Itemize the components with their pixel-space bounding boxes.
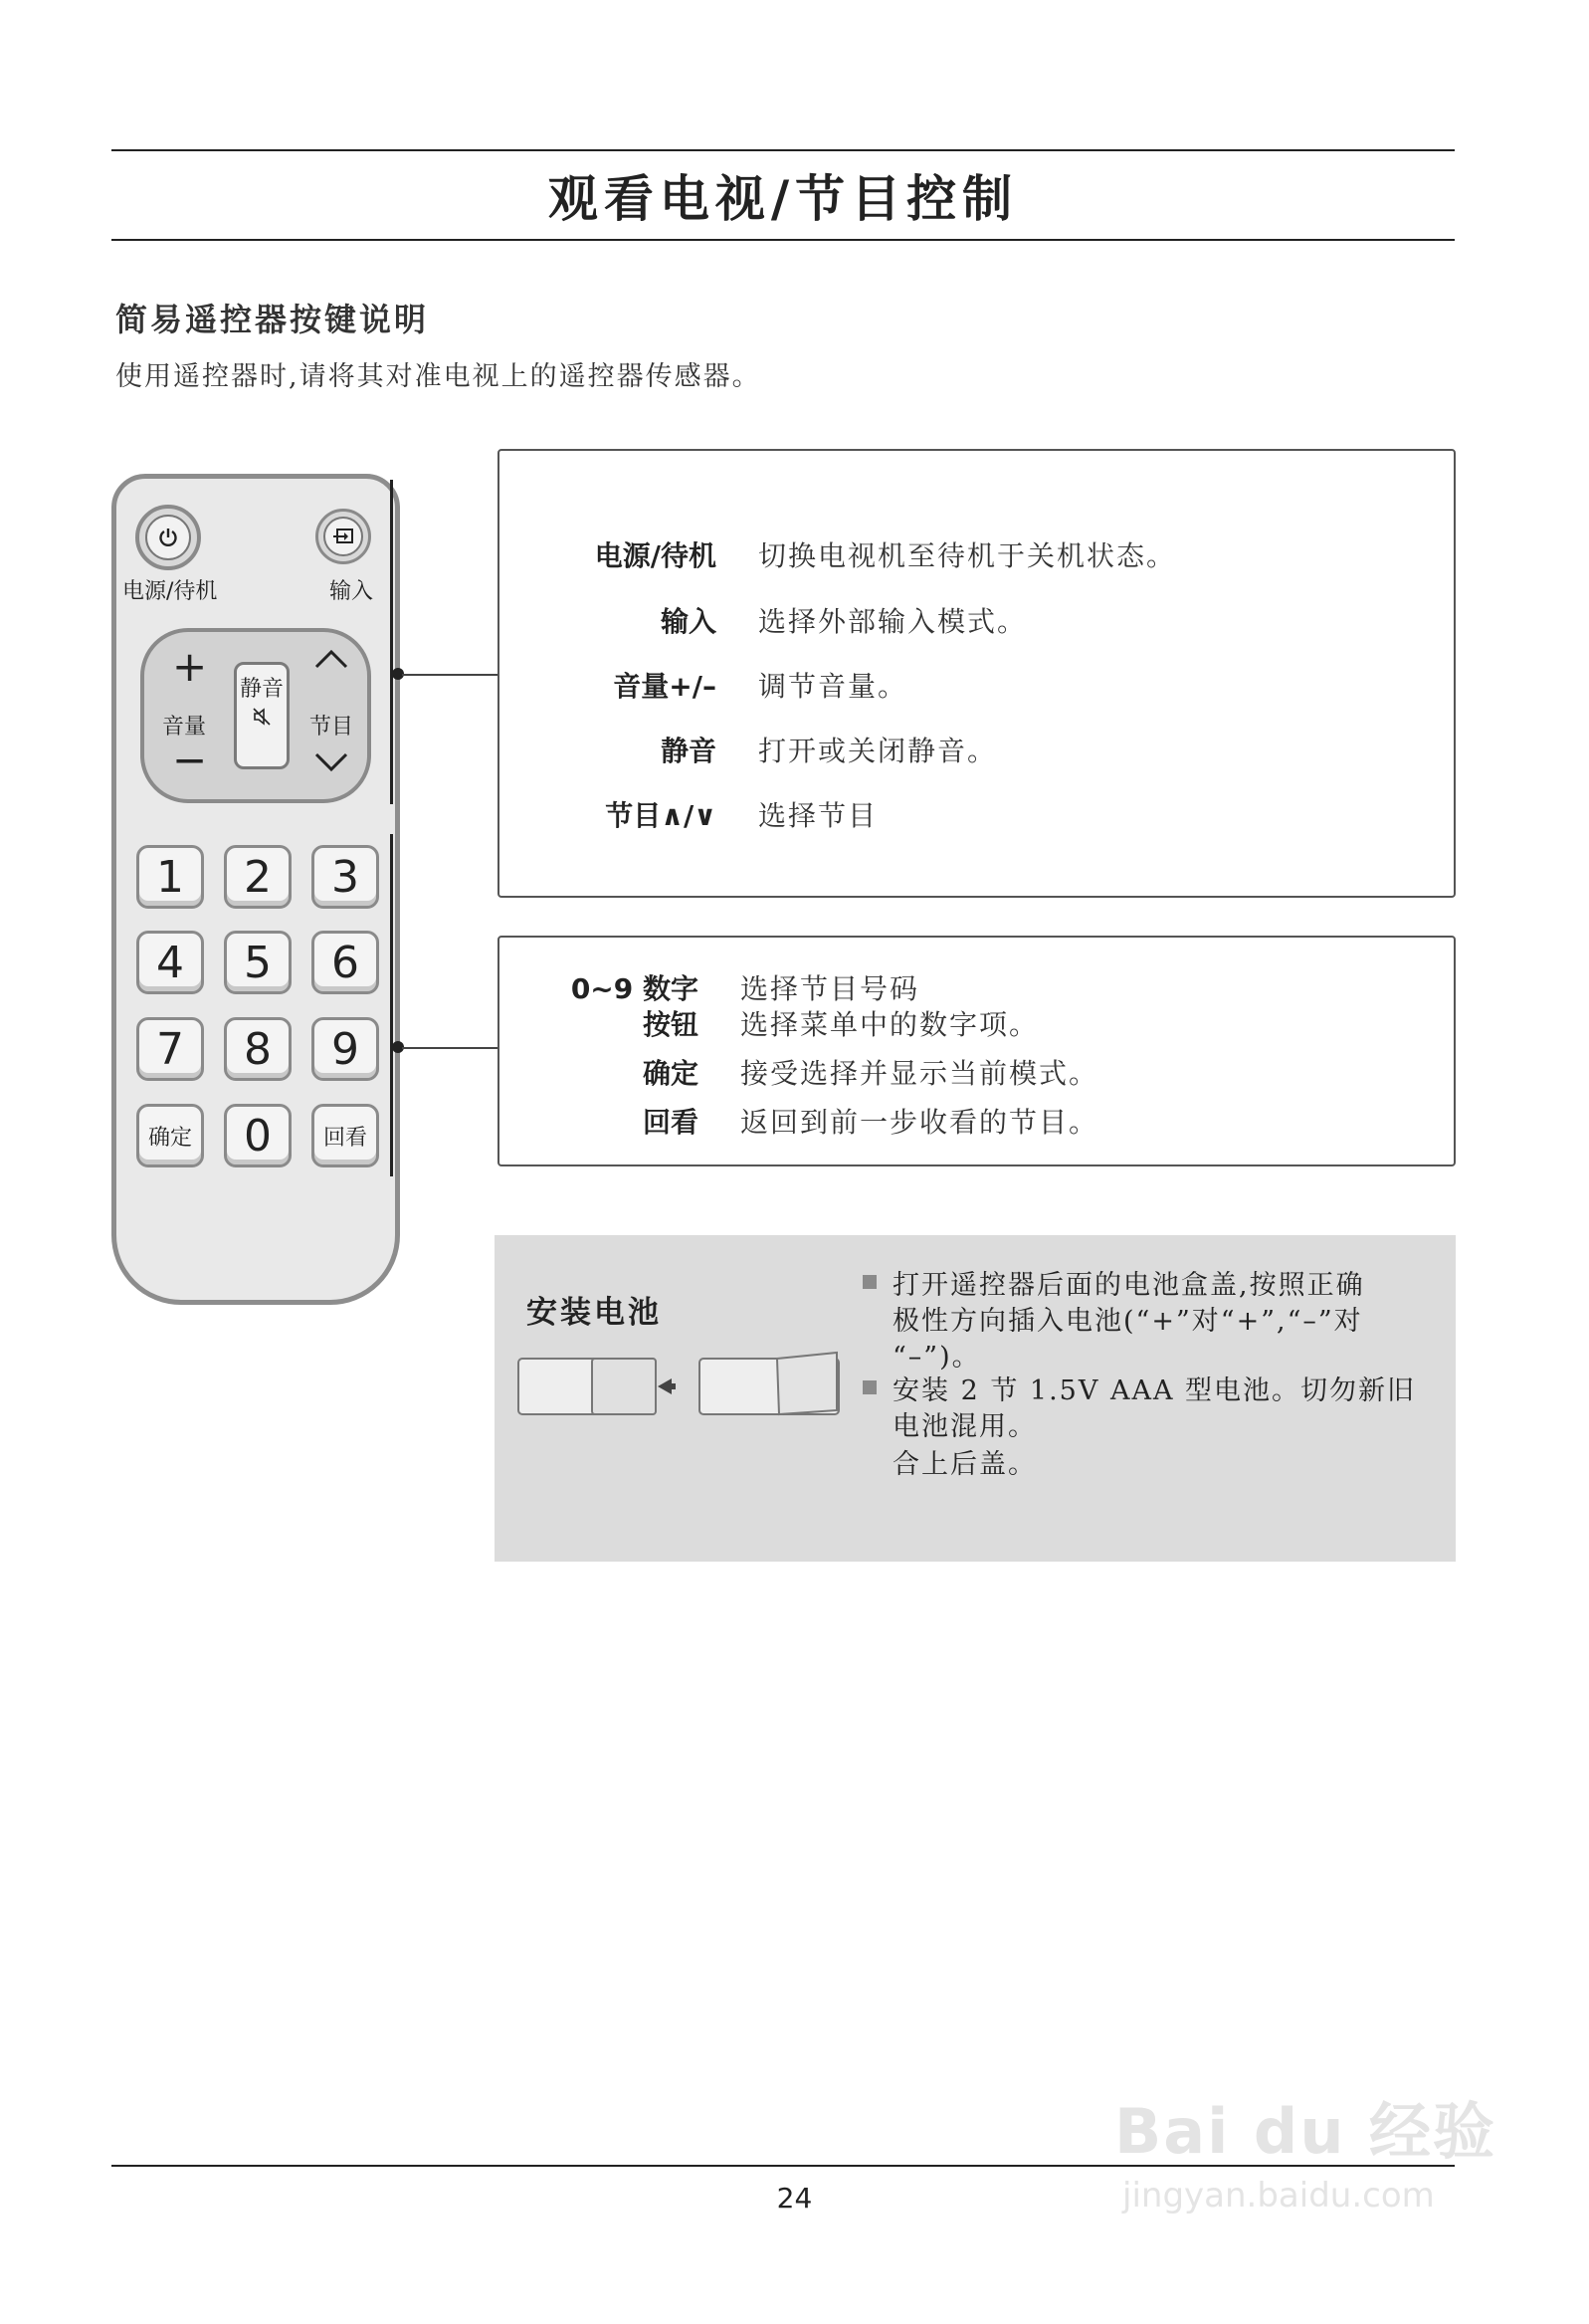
mute-label: 静音 bbox=[239, 677, 284, 702]
title-underline bbox=[111, 239, 1455, 241]
bullet-square-icon bbox=[863, 1275, 877, 1289]
page-title: 观看电视/节目控制 bbox=[547, 170, 1019, 228]
leader-line-lower bbox=[402, 1047, 497, 1049]
volume-down-button[interactable]: − bbox=[172, 736, 208, 784]
bracket-lower bbox=[390, 834, 393, 1176]
battery-instruction-line: 电池混用。 bbox=[893, 1411, 1037, 1442]
desc-key: 确定 bbox=[642, 1057, 698, 1090]
desc-key: 0~9 数字 bbox=[570, 972, 698, 1005]
volume-channel-pad bbox=[140, 628, 371, 803]
power-label: 电源/待机 bbox=[122, 579, 218, 604]
battery-instruction-line: “–”)。 bbox=[893, 1342, 981, 1373]
desc-value: 返回到前一步收看的节目。 bbox=[740, 1106, 1099, 1139]
desc-value: 接受选择并显示当前模式。 bbox=[740, 1057, 1099, 1090]
battery-cover-open-icon bbox=[516, 1351, 676, 1420]
number-key-3[interactable]: 3 bbox=[311, 845, 379, 909]
mute-button[interactable] bbox=[234, 662, 290, 769]
desc-key: 音量+/– bbox=[613, 670, 716, 703]
battery-title: 安装电池 bbox=[526, 1295, 662, 1331]
battery-cover-closed-icon bbox=[697, 1349, 845, 1420]
desc-key: 节目∧/∨ bbox=[605, 799, 716, 832]
power-icon bbox=[157, 527, 179, 548]
bullet-square-icon bbox=[863, 1380, 877, 1394]
battery-instruction-line: 合上后盖。 bbox=[893, 1449, 1037, 1480]
battery-instruction-line: 安装 2 节 1.5V AAA 型电池。切勿新旧 bbox=[893, 1375, 1417, 1406]
bracket-upper bbox=[390, 480, 393, 804]
input-label: 输入 bbox=[329, 579, 374, 604]
desc-key: 静音 bbox=[660, 735, 716, 767]
desc-key: 输入 bbox=[660, 605, 716, 638]
watermark-brand: Bai du 经验 bbox=[1114, 2095, 1497, 2168]
number-key-1[interactable]: 1 bbox=[136, 845, 204, 909]
volume-up-button[interactable]: + bbox=[172, 642, 208, 691]
number-key-7[interactable]: 7 bbox=[136, 1017, 204, 1081]
channel-label: 节目 bbox=[309, 715, 354, 739]
desc-value: 打开或关闭静音。 bbox=[758, 735, 998, 767]
description-box-main-keys bbox=[497, 449, 1456, 898]
desc-key: 按钮 bbox=[642, 1008, 698, 1041]
number-key-2[interactable]: 2 bbox=[224, 845, 292, 909]
number-key-0[interactable]: 0 bbox=[224, 1104, 292, 1167]
battery-instruction-line: 极性方向插入电池(“+”对“+”,“–”对 bbox=[893, 1306, 1363, 1337]
description-box-number-keys bbox=[497, 936, 1456, 1166]
page-number: 24 bbox=[776, 2182, 813, 2215]
volume-label: 音量 bbox=[162, 715, 207, 739]
desc-value: 选择菜单中的数字项。 bbox=[740, 1008, 1040, 1041]
input-icon bbox=[332, 528, 354, 545]
section-subtitle: 简易遥控器按键说明 bbox=[115, 301, 430, 338]
desc-key: 回看 bbox=[642, 1106, 698, 1139]
leader-line-upper bbox=[402, 674, 497, 676]
desc-value: 调节音量。 bbox=[758, 670, 908, 703]
battery-instruction-line: 打开遥控器后面的电池盒盖,按照正确 bbox=[893, 1270, 1365, 1301]
desc-value: 切换电视机至待机于关机状态。 bbox=[758, 539, 1177, 572]
top-rule bbox=[111, 149, 1455, 151]
desc-value: 选择外部输入模式。 bbox=[758, 605, 1028, 638]
mute-icon bbox=[252, 707, 272, 727]
channel-down-icon[interactable] bbox=[313, 751, 349, 773]
channel-up-icon[interactable] bbox=[313, 648, 349, 670]
desc-key: 电源/待机 bbox=[594, 539, 716, 572]
intro-text: 使用遥控器时,请将其对准电视上的遥控器传感器。 bbox=[115, 361, 761, 392]
number-key-8[interactable]: 8 bbox=[224, 1017, 292, 1081]
input-button[interactable] bbox=[315, 509, 371, 564]
back-button[interactable]: 回看 bbox=[311, 1104, 379, 1167]
watermark-url: jingyan.baidu.com bbox=[1122, 2176, 1435, 2216]
number-key-9[interactable]: 9 bbox=[311, 1017, 379, 1081]
number-key-6[interactable]: 6 bbox=[311, 931, 379, 994]
number-key-5[interactable]: 5 bbox=[224, 931, 292, 994]
desc-value: 选择节目号码 bbox=[740, 972, 920, 1005]
remote-control bbox=[111, 474, 400, 1305]
desc-value: 选择节目 bbox=[758, 799, 879, 832]
ok-button[interactable]: 确定 bbox=[136, 1104, 204, 1167]
battery-install-panel bbox=[495, 1235, 1456, 1562]
power-button[interactable] bbox=[135, 505, 201, 570]
number-key-4[interactable]: 4 bbox=[136, 931, 204, 994]
